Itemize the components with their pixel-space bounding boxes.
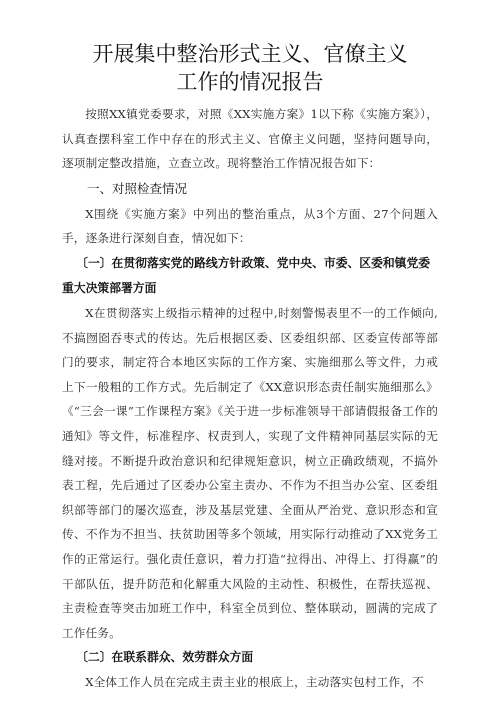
section-heading-1: 一、对照检查情况 <box>87 180 188 196</box>
subsection-heading-1: 〔一〕在贯彻落实党的路线方针政策、党中央、市委、区委和镇党委重大决策部署方面 <box>62 255 431 295</box>
body-paragraph-2: X全体工作人员在完成主责主业的根底上，主动落实包村工作，不 <box>85 675 424 690</box>
section1-intro-paragraph: X围绕《实施方案》中列出的整治重点，从3个方面、27个问题入手，逐条进行深刻自查，情况如下： <box>62 206 438 246</box>
subsection-heading-2: 〔二〕在联系群众、效劳群众方面 <box>76 650 254 665</box>
body-paragraph-1: X在贯彻落实上级指示精神的过程中,时刻警惕表里不一的工作倾向,不搞囫囵吞枣式的传达。先后根据区委、区委组织部、区委宣传部等部门的要求，制定符合本地区实际的工作方案、实施细那么等文件，力戒上下一般粗的工作方式。先后制定了《XX意识形态责任制实施细那么》《“三会一课”工作课程方案》《关于进一步标准领导干部请假报备工作的通知》等文件，标准程序、权责到人，实现了文件精神同基层实际的无缝对接。不断提升政治意识和纪律规矩意识，树立正确政绩观，不搞外表工程，先后通过了区委办公室主责办、不作为不担当办公室、区委组织部等部门的屡次巡查，涉及基层党建、全面从严治党、意识形态和宣传、不作为不担当、扶贫助困等多个领域，用实际行动推动了XX党务工作的正常运行。强化责任意识，着力打造“拉得出、冲得上、打得赢”的干部队伍，提升防范和化解重大风险的主动性、积极性，在帮扶巡视、主责检查等突击加班工作中，科室全员到位、整体联动，圆满的完成了工作任务。 <box>62 305 438 640</box>
intro-paragraph: 按照XX镇党委要求，对照《XX实施方案》1以下称《实施方案》），认真查摆科室工作中存在的形式主义、官僚主义问题，坚持问题导向，逐项制定整改措施，立查立改。现将整治工作情况报告如下： <box>62 107 438 171</box>
document-title <box>62 40 438 96</box>
title-line-2: 工作的情况报告 <box>176 70 324 94</box>
title-line-1: 开展集中整治形式主义、官僚主义 <box>92 42 408 66</box>
